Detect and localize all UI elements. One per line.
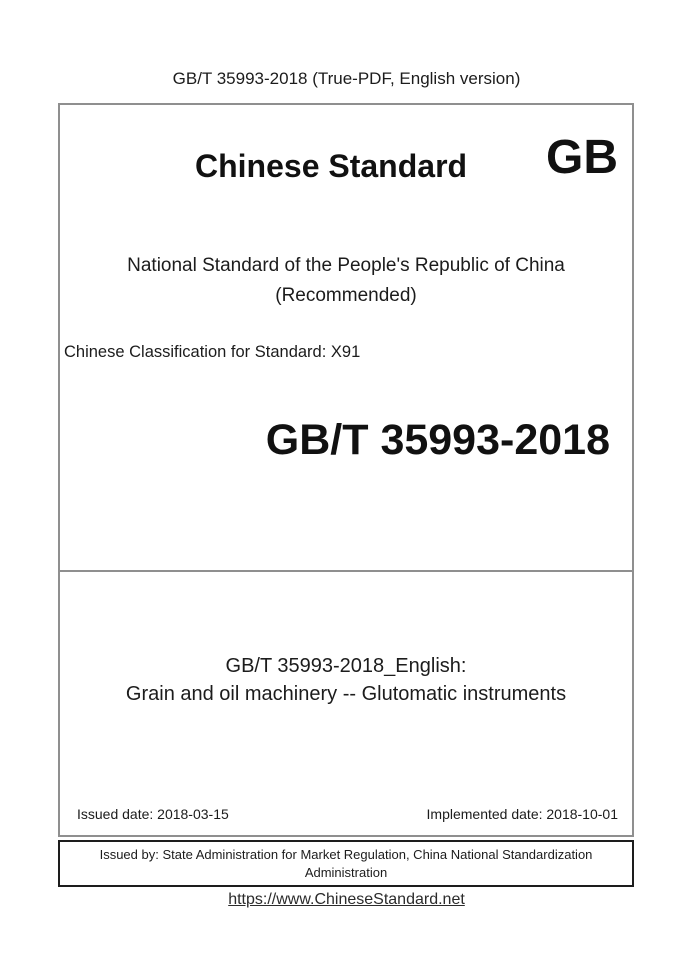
gb-logo-text: GB bbox=[546, 131, 618, 184]
issued-date: Issued date: 2018-03-15 bbox=[77, 806, 229, 822]
english-title-line-1: GB/T 35993-2018_English: bbox=[225, 655, 467, 677]
classification-note: Chinese Classification for Standard: X91 bbox=[64, 343, 361, 361]
issuer-line-2: Administration bbox=[304, 864, 388, 880]
subtitle-line-2: (Recommended) bbox=[275, 284, 417, 306]
cover-border-box bbox=[58, 103, 634, 837]
english-title-line-2: Grain and oil machinery -- Glutomatic instruments bbox=[125, 682, 567, 705]
national-standard-subtitle bbox=[60, 251, 632, 310]
issuer-box bbox=[58, 840, 634, 887]
document-header-title: GB/T 35993-2018 (True-PDF, English version) bbox=[172, 69, 521, 88]
english-title-block bbox=[60, 653, 632, 708]
section-divider bbox=[60, 570, 632, 572]
website-link[interactable]: https://www.ChineseStandard.net bbox=[228, 891, 465, 908]
issuer-line-1: Issued by: State Administration for Market Regulation, China National Standardization bbox=[99, 847, 593, 862]
implemented-date: Implemented date: 2018-10-01 bbox=[426, 806, 618, 822]
subtitle-line-1: National Standard of the People's Republic of China bbox=[127, 255, 565, 276]
brand-title: Chinese Standard bbox=[195, 148, 468, 184]
dates-row bbox=[60, 805, 632, 823]
standard-code-heading: GB/T 35993-2018 bbox=[265, 416, 610, 464]
